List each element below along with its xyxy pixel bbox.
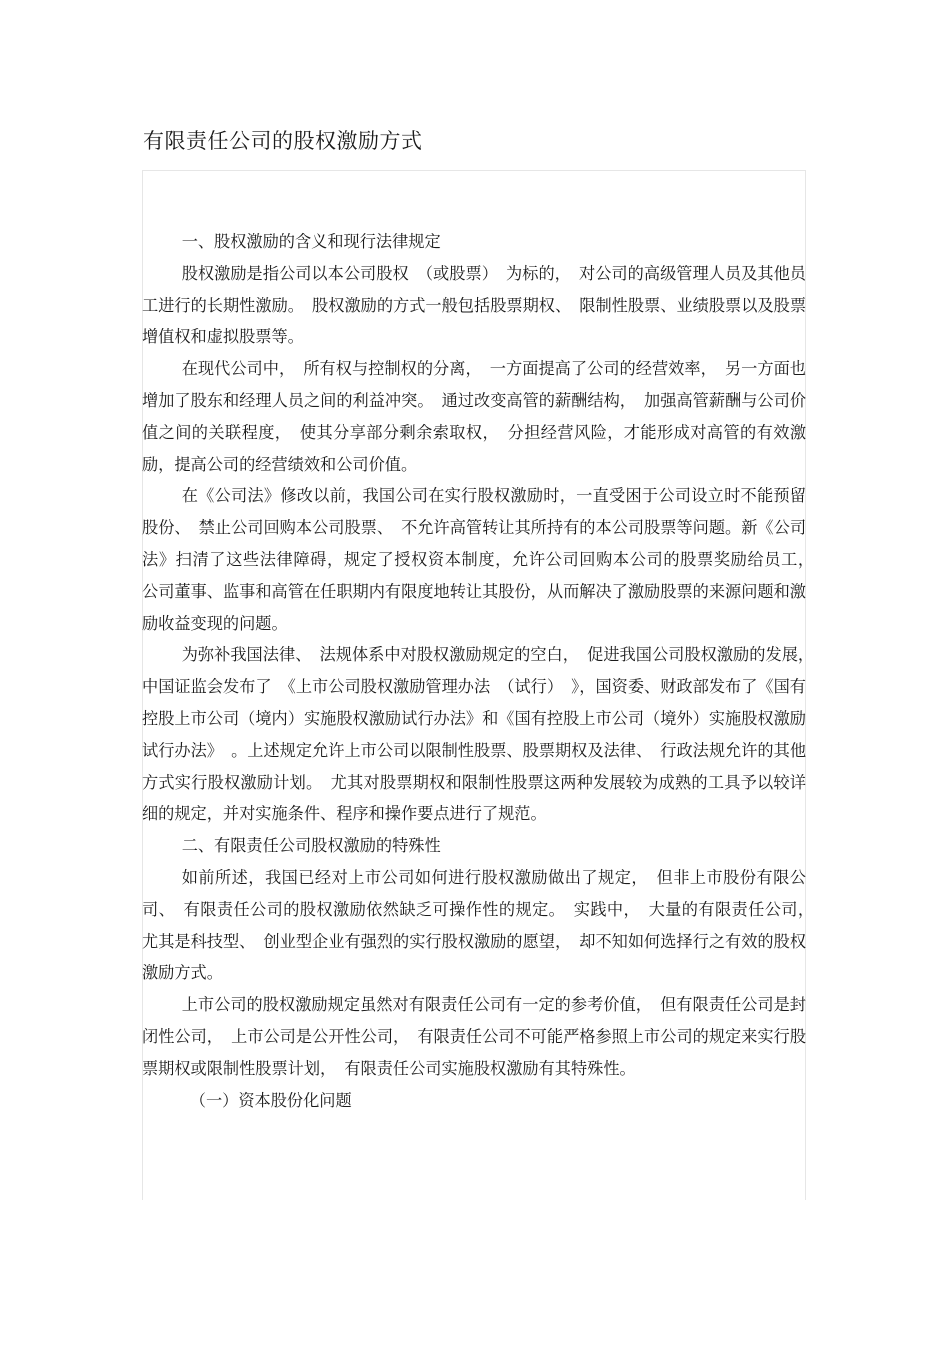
document-body xyxy=(142,226,823,1116)
section-heading: 一、股权激励的含义和现行法律规定 xyxy=(181,232,441,251)
paragraph: 在《公司法》修改以前，我国公司在实行股权激励时，一直受困于公司设立时不能预留股份、 禁止公司回购本公司股票、 不允许高管转让其所持有的本公司股票等问题。新《公司法》扫清了这些法律障碍，规定了授权资本制度，允许公司回购本公司的股票奖励给员工， 公司董事、监事和高管在任职期内有限度地转让其股份，从而解决了激励股票的来源问题和激励收益变现的问题。 xyxy=(142,486,823,633)
subsection-heading: （一）资本股份化问题 xyxy=(189,1090,352,1110)
paragraph: 如前所述，我国已经对上市公司如何进行股权激励做出了规定， 但非上市股份有限公司、 有限责任公司的股权激励依然缺乏可操作性的规定。 实践中， 大量的有限责任公司， 尤其是科技型、 创业型企业有强烈的实行股权激励的愿望， 却不知如何选择行之有效的股权激励方式。 xyxy=(142,867,823,983)
paragraph: 上市公司的股权激励规定虽然对有限责任公司有一定的参考价值， 但有限责任公司是封闭性公司， 上市公司是公开性公司， 有限责任公司不可能严格参照上市公司的规定来实行股票期权或限制性股票计划， 有限责任公司实施股权激励有其特殊性。 xyxy=(142,995,806,1078)
document-title: 有限责任公司的股权激励方式 xyxy=(143,129,423,153)
paragraph: 在现代公司中， 所有权与控制权的分离， 一方面提高了公司的经营效率， 另一方面也增加了股东和经理人员之间的利益冲突。 通过改变高管的薪酬结构， 加强高管薪酬与公司价值之间的关联程度， 使其分享部分剩余索取权， 分担经营风险，才能形成对高管的有效激励，提高公司的经营绩效和公司价值。 xyxy=(142,359,806,474)
section-heading: 二、有限责任公司股权激励的特殊性 xyxy=(181,836,441,856)
paragraph: 股权激励是指公司以本公司股权 （或股票） 为标的， 对公司的高级管理人员及其他员工进行的长期性激励。 股权激励的方式一般包括股票期权、 限制性股票、业绩股票以及股票增值权和虚拟股票等。 xyxy=(142,263,806,347)
paragraph: 为弥补我国法律、 法规体系中对股权激励规定的空白， 促进我国公司股权激励的发展， 中国证监会发布了 《上市公司股权激励管理办法 （试行） 》，国资委、财政部发布了《国有控股上市公司（境内）实施股权激励试行办法》和《国有控股上市公司（境外）实施股权激励试行办法》 。上述规定允许上市公司以限制性股票、股票期权及法律、 行政法规允许的其他方式实行股权激励计划。 尤其对股票期权和限制性股票这两种发展较为成熟的工具予以较详细的规定，并对实施条件、程序和操作要点进行了规范。 xyxy=(142,645,823,824)
